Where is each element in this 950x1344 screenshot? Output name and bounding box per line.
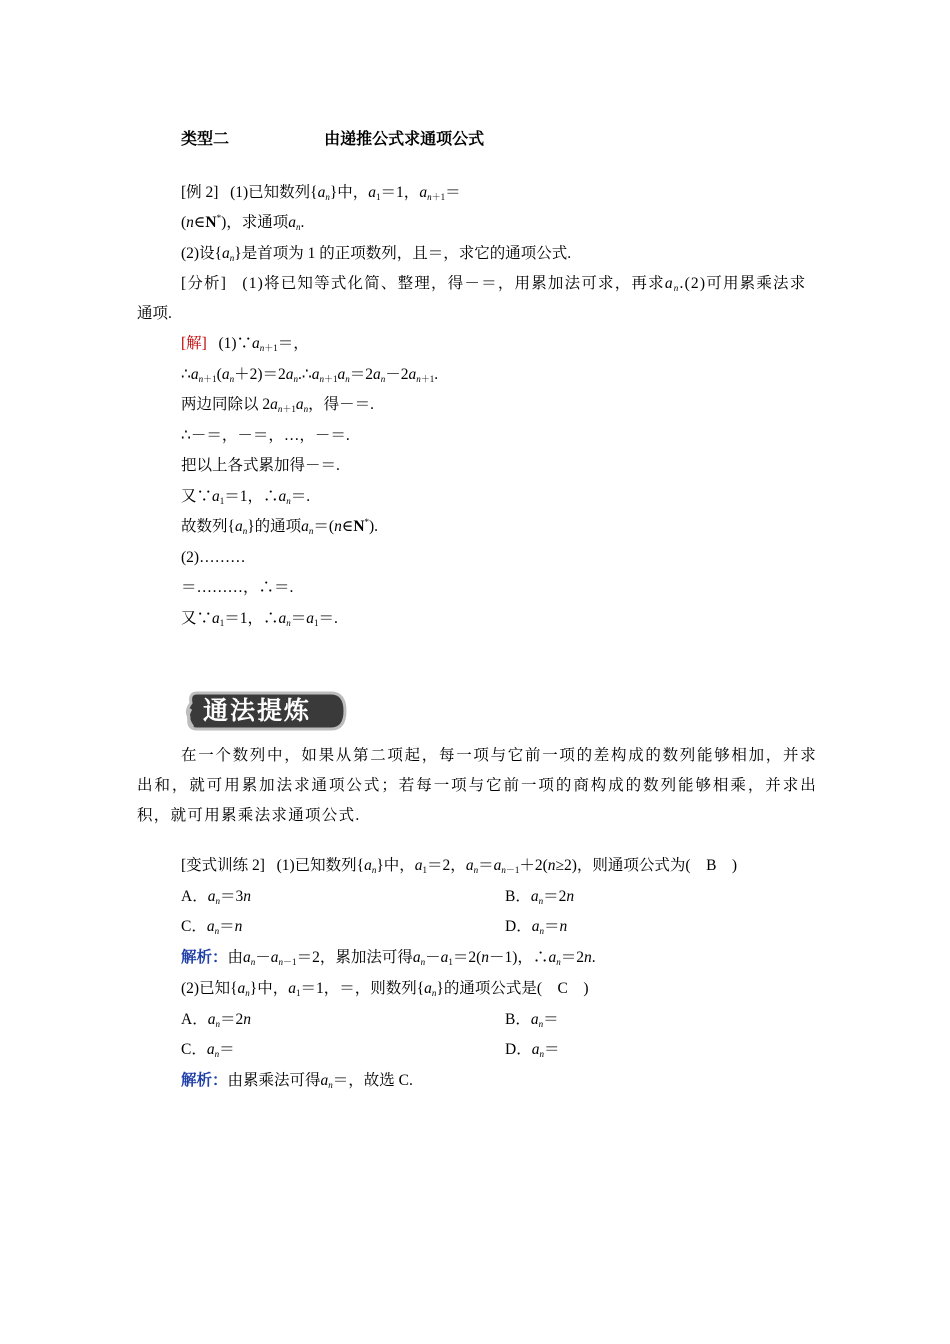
solution-line-2: $\therefore a_{n+1}(a_n+2)=2a_n.\therefore a_{n+1}a_n=2a_n-2a_{n+1}$. [181, 366, 439, 384]
section-label: 类型二 [181, 129, 230, 148]
method-text: 在一个数列中，如果从第二项起，每一项与它前一项的差构成的数列能够相加，并求出和，就可用累加法求通项公式；若每一项与它前一项的商构成的数列能够相乘，并求出积，就可用累乘法求通项公式. [137, 747, 817, 824]
solution-line-4: ∴－＝，－＝，…，－＝. [181, 427, 350, 444]
exercise-q2: (2)已知$\{a_n\}$中，$a_1=1$，＝，则数列$\{a_n\}$的通项公式是( C ) [181, 980, 589, 998]
solution-line-8: (2)……… [181, 549, 246, 566]
answer-label: 解析： [181, 949, 228, 966]
q2-option-a: A．$a_n=2n$ [181, 1011, 251, 1029]
exercise-q1: [变式训练 2] (1)已知数列$\{a_n\}$中，$a_1=2$，$a_n=a_{n-1}+2(n\ge 2)$，则通项公式为( B ) [181, 857, 738, 875]
analysis-line-1: [分析] (1)将已知等式化简、整理，得－＝，用累加法可求，再求$a_n.(2)$可用累乘法求 [181, 275, 807, 293]
method-badge [183, 687, 347, 735]
solution-line-9: ＝………，∴＝. [181, 579, 294, 596]
example-line-2: (n∈N*)，求通项$a_n$. [181, 213, 305, 232]
q2-option-b: B．$a_n=$ [505, 1011, 559, 1029]
example-line-3: (2)设$\{a_n\}$是首项为 1 的正项数列，且＝，求它的通项公式. [181, 245, 572, 263]
solution-line-3: 两边同除以 $2a_{n+1}a_n$，得－＝. [181, 396, 375, 414]
answer-label: 解析： [181, 1072, 228, 1089]
q1-option-a: A．$a_n=3n$ [181, 888, 251, 906]
solution-tag: [解] [181, 335, 207, 352]
solution-line-6: 又$\because a_1=1$，$\therefore a_n=$. [181, 488, 311, 506]
q2-option-d: D．$a_n=$ [505, 1041, 560, 1059]
solution-line-1: [解] $(1)\because a_{n+1}=$， [181, 335, 309, 353]
q2-answer: 解析：由累乘法可得$a_n=$，故选 C. [181, 1072, 413, 1090]
section-title: 由递推公式求通项公式 [324, 129, 485, 148]
solution-line-5: 把以上各式累加得－＝. [181, 457, 340, 474]
q1-option-b: B．$a_n=2n$ [505, 888, 575, 906]
section-heading [181, 126, 484, 149]
solution-line-10: 又$\because a_1=1$，$\therefore a_n=a_1=$. [181, 610, 338, 628]
q1-option-c: C．$a_n=n$ [181, 918, 243, 936]
q1-option-d: D．$a_n=n$ [505, 918, 568, 936]
example-line-1: [例 2] (1)已知数列$\{a_n\}$中，$a_1=1$，$a_{n+1}=$ [181, 184, 461, 202]
q2-option-c: C．$a_n=$ [181, 1041, 235, 1059]
method-badge-label: 通法提炼 [203, 696, 312, 725]
analysis-line-2: 通项. [137, 305, 172, 322]
solution-line-7: 故数列$\{a_n\}$的通项$a_n=(n\in N^*)$. [181, 517, 379, 536]
q1-answer: 解析：由$a_n-a_{n-1}=2$，累加法可得$a_n-a_1=2(n-1)$，$\therefore a_n=2n$. [181, 949, 596, 967]
